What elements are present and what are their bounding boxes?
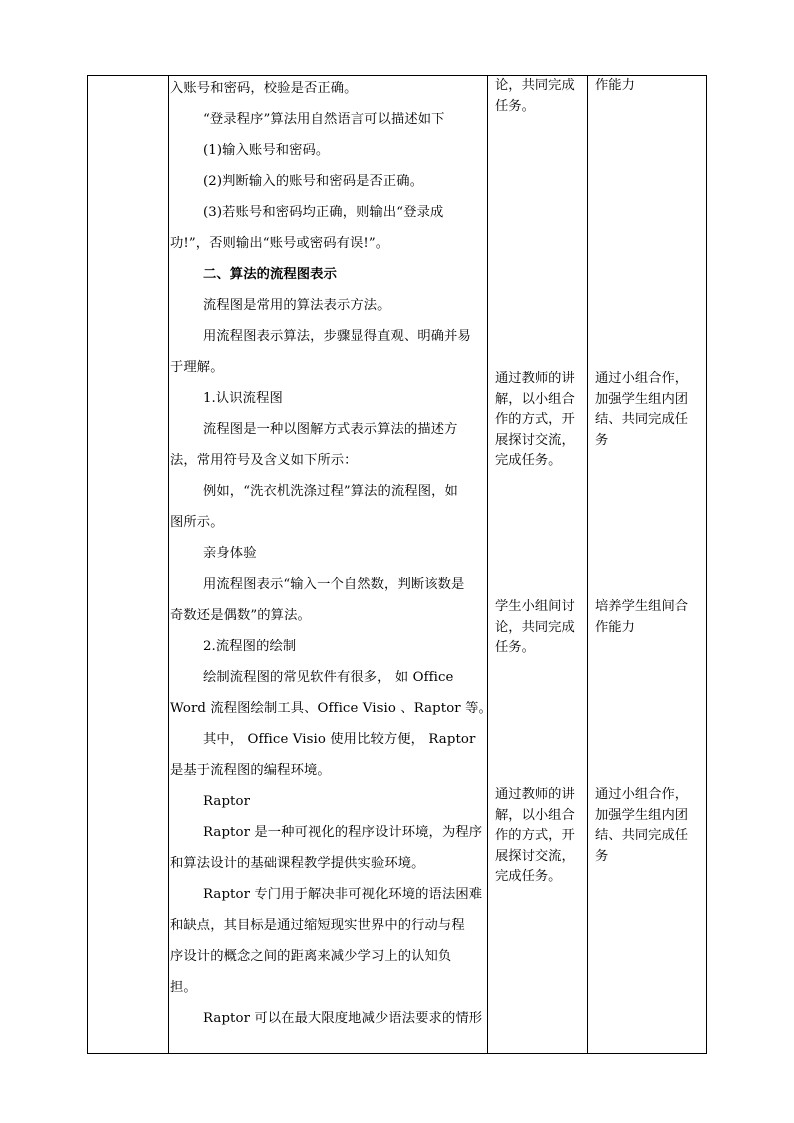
paragraph-line: Word 流程图绘制工具、Office Visio 、Raptor 等。: [170, 701, 492, 716]
paragraph-line: Raptor 是一种可视化的程序设计环境，为程序: [203, 825, 483, 840]
paragraph-line: 1.认识流程图: [203, 391, 283, 406]
section-heading: 二、算法的流程图表示: [203, 267, 337, 282]
student-activity-cell-line: 解，以小组合: [495, 807, 575, 823]
student-activity-cell-line: 完成任务。: [495, 453, 562, 468]
paragraph-line: 功!”，否则输出“账号或密码有误!”。: [170, 236, 390, 251]
paragraph-line: 图所示。: [170, 515, 224, 530]
student-activity-cell-line: 作的方式，开: [495, 828, 575, 843]
student-activity-cell-line: 展探讨交流，: [495, 848, 575, 864]
paragraph-line: (3)若账号和密码均正确，则输出“登录成: [203, 205, 444, 220]
paragraph-line: 和算法设计的基础课程教学提供实验环境。: [170, 856, 425, 871]
paragraph-line: 法，常用符号及含义如下所示：: [170, 453, 358, 468]
lesson-plan-table: [87, 75, 707, 1054]
student-activity-cell-line: 解，以小组合: [495, 391, 575, 407]
paragraph-line: 入账号和密码，校验是否正确。: [170, 81, 358, 96]
student-activity-cell-line: 学生小组间讨: [495, 599, 575, 614]
student-activity-cell-line: 任务。: [495, 98, 535, 114]
student-activity-cell: [495, 597, 583, 659]
student-activity-cell-line: 通过教师的讲: [495, 371, 575, 386]
design-intent-cell-line: 培养学生组间合: [595, 599, 689, 614]
column-divider: [168, 76, 169, 1053]
design-intent-cell-line: 通过小组合作，: [595, 371, 689, 386]
design-intent-cell-line: 务: [595, 432, 609, 448]
paragraph-line: 其中， Office Visio 使用比较方便， Raptor: [203, 732, 476, 747]
design-intent-cell-line: 作能力: [595, 619, 635, 635]
design-intent-cell: [595, 369, 705, 451]
column-divider: [587, 76, 588, 1053]
paragraph-line: 用流程图表示“输入一个自然数，判断该数是: [203, 577, 465, 592]
paragraph-line: 例如，“洗衣机洗涤过程”算法的流程图，如: [203, 484, 458, 499]
paragraph-line: 亲身体验: [203, 546, 257, 561]
paragraph-line: 用流程图表示算法，步骤显得直观、明确并易: [203, 329, 471, 344]
design-intent-cell-line: 加强学生组内团: [595, 807, 689, 823]
paragraph-line: “登录程序”算法用自然语言可以描述如下: [203, 112, 445, 127]
design-intent-cell: [595, 597, 705, 638]
paragraph-line: Raptor 专门用于解决非可视化环境的语法困难: [203, 887, 483, 902]
paragraph-line: 序设计的概念之间的距离来减少学习上的认知负: [170, 949, 452, 964]
student-activity-cell-line: 作的方式，开: [495, 412, 575, 427]
design-intent-cell-line: 务: [595, 848, 609, 864]
paragraph-line: 是基于流程图的编程环境。: [170, 763, 331, 778]
paragraph-line: 担。: [170, 980, 197, 995]
design-intent-cell-line: 结、共同完成任: [595, 412, 689, 427]
student-activity-cell-line: 展探讨交流，: [495, 432, 575, 448]
student-activity-cell-line: 通过教师的讲: [495, 787, 575, 802]
design-intent-cell: [595, 76, 705, 97]
paragraph-line: 流程图是常用的算法表示方法。: [203, 298, 391, 313]
student-activity-cell: [495, 785, 583, 888]
design-intent-cell-line: 加强学生组内团: [595, 391, 689, 407]
student-activity-cell: [495, 76, 583, 117]
paragraph-line: 奇数还是偶数”的算法。: [170, 608, 311, 623]
student-activity-cell-line: 任务。: [495, 640, 535, 655]
paragraph-line: Raptor 可以在最大限度地减少语法要求的情形: [203, 1011, 483, 1026]
paragraph-line: 流程图是一种以图解方式表示算法的描述方: [203, 422, 458, 437]
design-intent-cell-line: 结、共同完成任: [595, 828, 689, 843]
design-intent-cell-line: 作能力: [595, 78, 635, 93]
student-activity-cell-line: 论，共同完成: [495, 619, 575, 635]
paragraph-line: 和缺点，其目标是通过缩短现实世界中的行动与程: [170, 918, 465, 933]
paragraph-line: (1)输入账号和密码。: [203, 143, 330, 158]
paragraph-line: 绘制流程图的常见软件有很多， 如 Office: [203, 670, 454, 685]
paragraph-line: Raptor: [203, 794, 251, 809]
paragraph-line: 于理解。: [170, 360, 224, 375]
paragraph-line: 2.流程图的绘制: [203, 639, 297, 654]
student-activity-cell-line: 论，共同完成: [495, 78, 575, 93]
paragraph-line: (2)判断输入的账号和密码是否正确。: [203, 174, 424, 189]
design-intent-cell-line: 通过小组合作，: [595, 787, 689, 802]
student-activity-cell-line: 完成任务。: [495, 869, 562, 884]
student-activity-cell: [495, 369, 583, 472]
design-intent-cell: [595, 785, 705, 867]
